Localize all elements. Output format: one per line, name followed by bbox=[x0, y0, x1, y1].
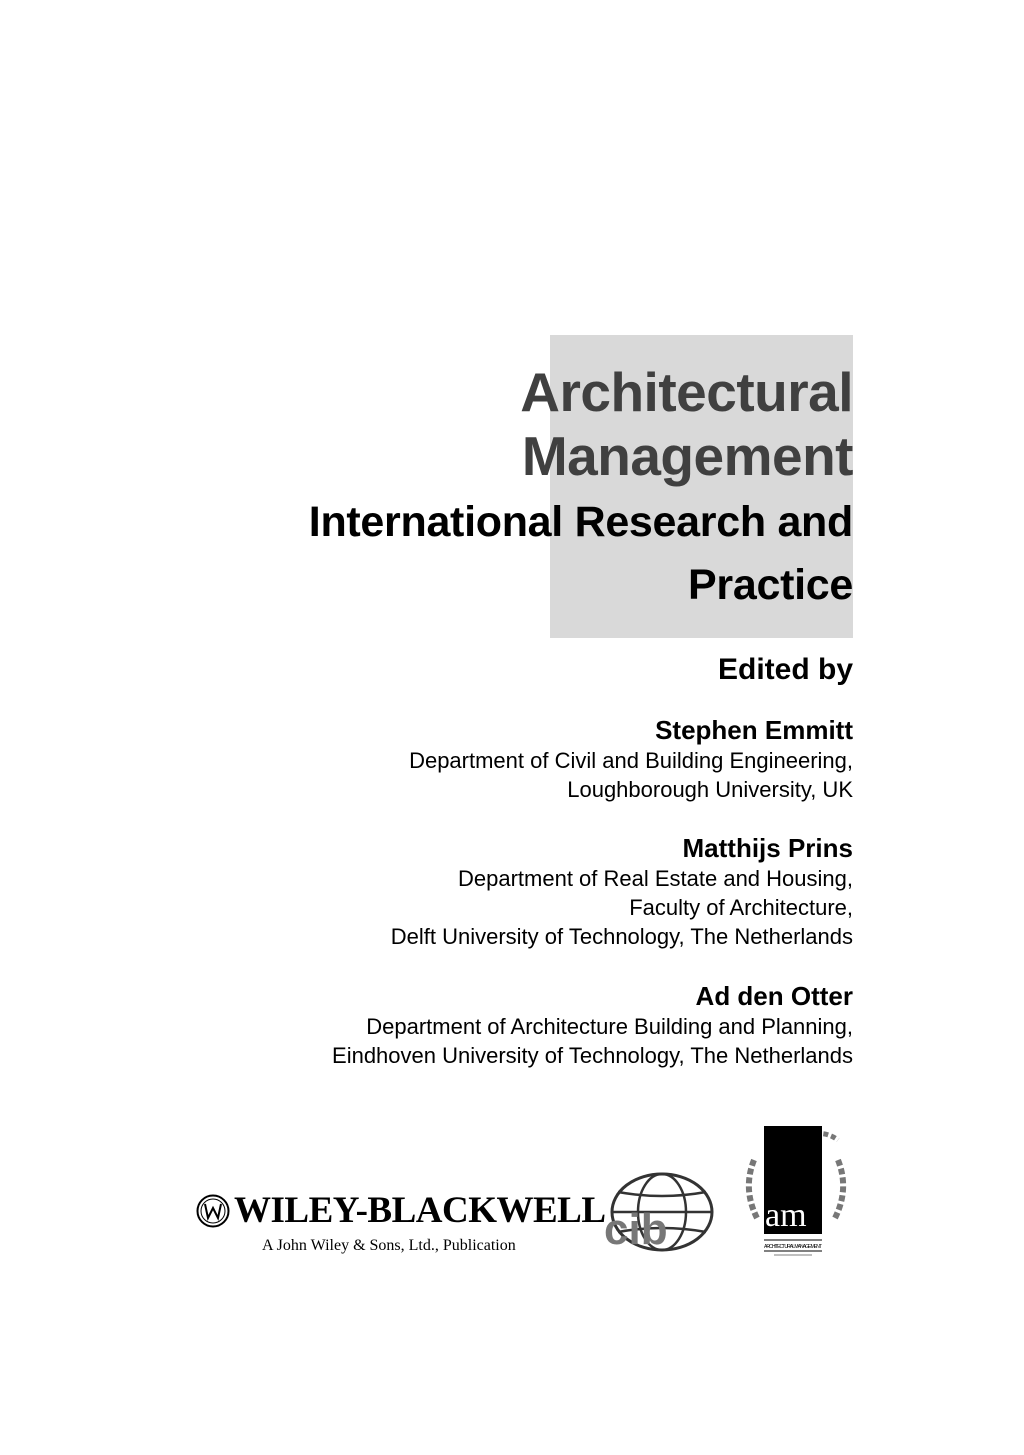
cib-logo-icon bbox=[600, 1172, 718, 1258]
subtitle-line-1: International Research and bbox=[308, 498, 853, 546]
editor-name: Stephen Emmitt bbox=[655, 715, 853, 745]
editor-affiliation-line: Department of Civil and Building Engineering, bbox=[409, 748, 853, 773]
editor-affiliation-line: Department of Real Estate and Housing, bbox=[457, 866, 853, 891]
am-logo-icon bbox=[740, 1120, 852, 1260]
wiley-blackwell-logo bbox=[196, 1190, 606, 1260]
editor-prins bbox=[391, 832, 853, 951]
editor-affiliation-line: Eindhoven University of Technology, The Netherlands bbox=[332, 1043, 853, 1068]
am-letters: am bbox=[765, 1197, 807, 1234]
am-caption: ARCHITECTURAL MANAGEMENT bbox=[764, 1244, 822, 1250]
cib-letters: cib bbox=[604, 1205, 668, 1254]
wiley-name: WILEY-BLACKWELL bbox=[234, 1190, 606, 1231]
edited-by-label: Edited by bbox=[717, 653, 853, 686]
editor-emmitt bbox=[409, 714, 853, 804]
wiley-subtitle: A John Wiley & Sons, Ltd., Publication bbox=[262, 1237, 516, 1254]
editor-name: Matthijs Prins bbox=[682, 833, 853, 863]
editor-affiliation-line: Faculty of Architecture, bbox=[629, 895, 853, 920]
wiley-emblem-icon bbox=[196, 1194, 230, 1228]
subtitle-line-2: Practice bbox=[688, 561, 853, 609]
publisher-logos bbox=[0, 1110, 1024, 1280]
title-line-2: Management bbox=[521, 425, 853, 487]
editor-name: Ad den Otter bbox=[695, 981, 853, 1011]
editor-den-otter bbox=[332, 980, 853, 1070]
editor-affiliation-line: Loughborough University, UK bbox=[567, 777, 853, 802]
book-title bbox=[153, 360, 853, 614]
title-line-1: Architectural bbox=[520, 361, 853, 423]
editor-affiliation-line: Department of Architecture Building and Planning, bbox=[366, 1014, 853, 1039]
editor-affiliation-line: Delft University of Technology, The Netherlands bbox=[390, 924, 853, 949]
